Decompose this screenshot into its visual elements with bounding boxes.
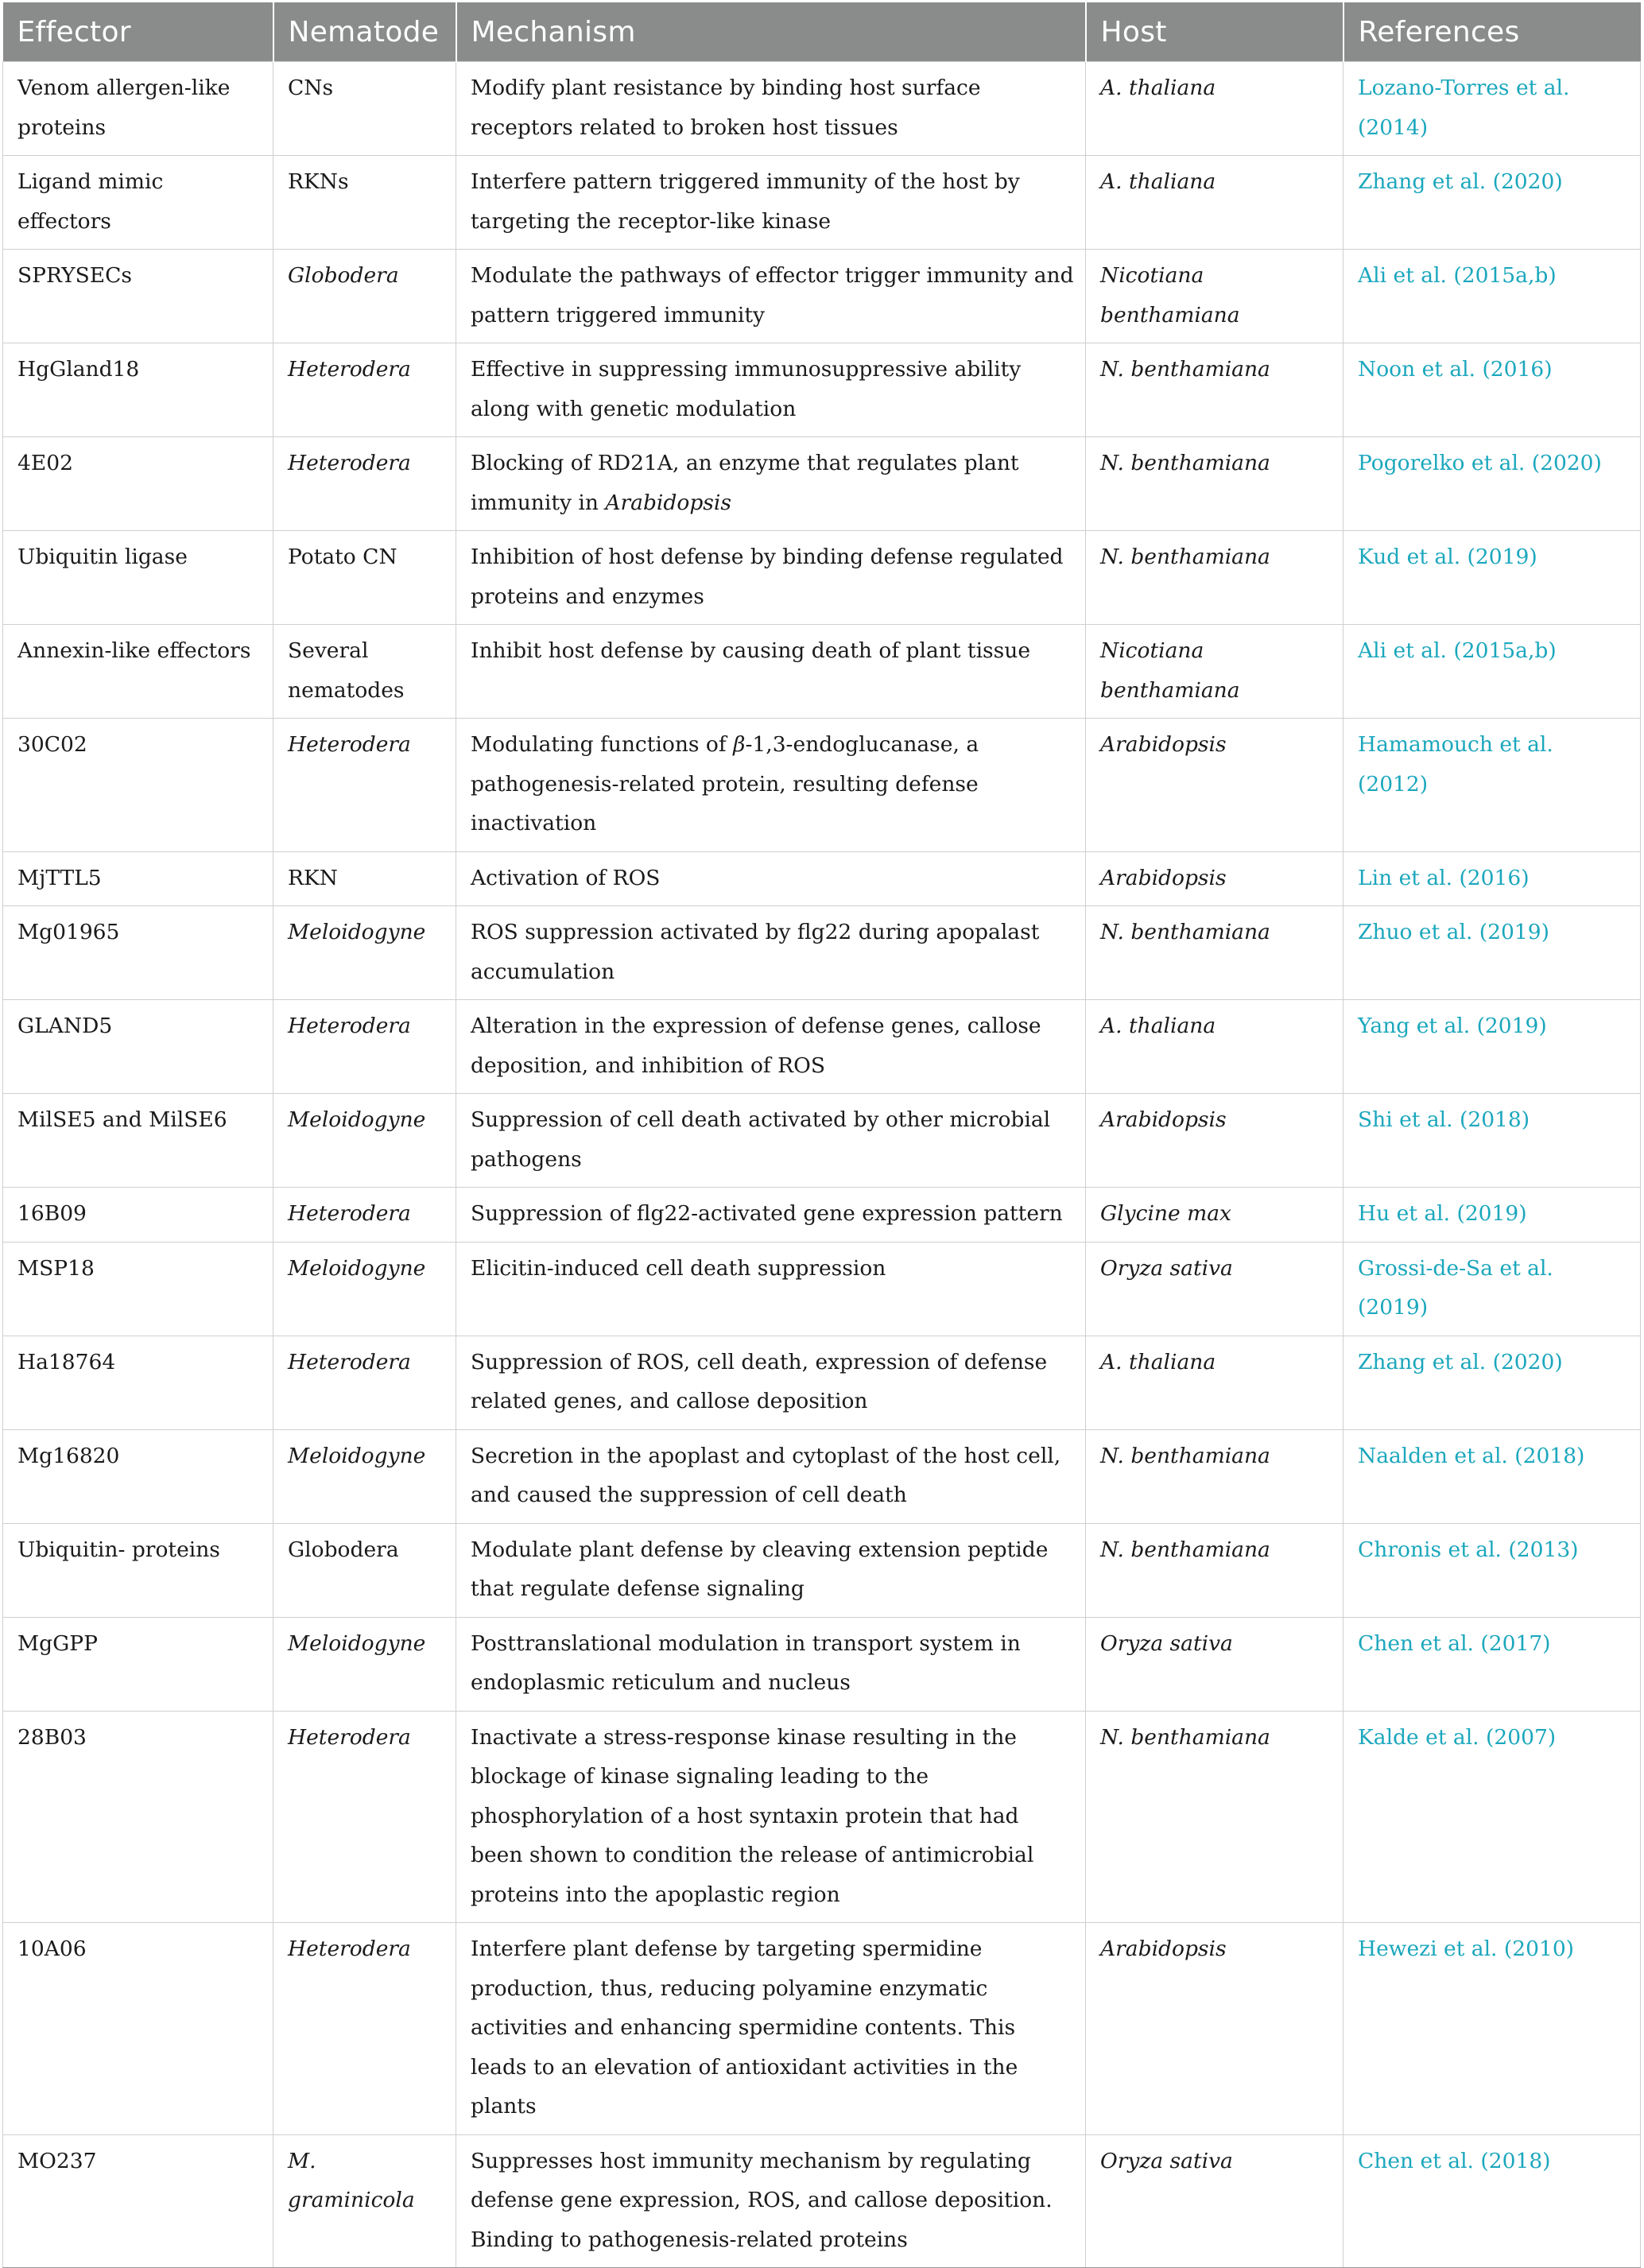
reference-link[interactable]: Pogorelko et al. (2020): [1344, 437, 1641, 531]
effector-cell: Ligand mimic effectors: [3, 156, 273, 250]
mechanism-text: Modify plant resistance by binding host surface receptors related to broken host tissues: [471, 76, 981, 140]
nematode-cell: Heterodera: [273, 1000, 456, 1094]
table-container: [2, 2, 1640, 2268]
nematode-cell: Heterodera: [273, 1188, 456, 1243]
host-cell: N. benthamiana: [1086, 343, 1344, 437]
table-row: [3, 719, 1641, 852]
mechanism-text: ROS suppression activated by flg22 during apopalast accumulation: [471, 920, 1040, 984]
nematode-cell: Meloidogyne: [273, 1617, 456, 1711]
host-cell: Nicotiana benthamiana: [1086, 625, 1344, 719]
reference-link[interactable]: Chen et al. (2017): [1344, 1617, 1641, 1711]
mechanism-text: Elicitin-induced cell death suppression: [471, 1255, 886, 1281]
host-cell: Arabidopsis: [1086, 719, 1344, 852]
nematode-cell: RKN: [273, 851, 456, 906]
reference-link[interactable]: Kalde et al. (2007): [1344, 1711, 1641, 1923]
mechanism-cell: [456, 156, 1086, 250]
table-row: [3, 1523, 1641, 1617]
nematode-cell: CNs: [273, 62, 456, 156]
effector-cell: MjTTL5: [3, 851, 273, 906]
reference-link[interactable]: Hewezi et al. (2010): [1344, 1923, 1641, 2135]
mechanism-text: Posttranslational modulation in transport system in endoplasmic reticulum and nucleus: [471, 1630, 1021, 1695]
reference-link[interactable]: Chronis et al. (2013): [1344, 1523, 1641, 1617]
mechanism-cell: [456, 1617, 1086, 1711]
host-cell: N. benthamiana: [1086, 1711, 1344, 1923]
effector-cell: HgGland18: [3, 343, 273, 437]
host-cell: Oryza sativa: [1086, 1242, 1344, 1336]
mechanism-text: Modulate plant defense by cleaving extension peptide that regulate defense signaling: [471, 1537, 1049, 1601]
table-row: [3, 2134, 1641, 2268]
mechanism-text: Modulating functions of: [471, 732, 734, 757]
header-mechanism: Mechanism: [456, 2, 1086, 62]
mechanism-cell: [456, 343, 1086, 437]
reference-link[interactable]: Noon et al. (2016): [1344, 343, 1641, 437]
mechanism-text: Interfere plant defense by targeting spermidine production, thus, reducing polyamine enzymatic activities and enhancing spermidine contents. This leads to an elevation of antioxidant activities in the plants: [471, 1937, 1018, 2119]
effector-cell: Ubiquitin- proteins: [3, 1523, 273, 1617]
table-row: [3, 1094, 1641, 1188]
host-cell: N. benthamiana: [1086, 1523, 1344, 1617]
host-cell: Arabidopsis: [1086, 1094, 1344, 1188]
reference-link[interactable]: Zhang et al. (2020): [1344, 156, 1641, 250]
reference-link[interactable]: Hamamouch et al. (2012): [1344, 719, 1641, 852]
reference-link[interactable]: Hu et al. (2019): [1344, 1188, 1641, 1243]
nematode-cell: Meloidogyne: [273, 1094, 456, 1188]
reference-link[interactable]: Chen et al. (2018): [1344, 2134, 1641, 2268]
nematode-cell: Globodera: [273, 250, 456, 343]
mechanism-text: Interfere pattern triggered immunity of the host by targeting the receptor-like kinase: [471, 169, 1020, 234]
nematode-cell: Heterodera: [273, 1923, 456, 2135]
effector-cell: 4E02: [3, 437, 273, 531]
nematode-cell: Meloidogyne: [273, 1429, 456, 1523]
mechanism-text: Arabidopsis: [605, 490, 731, 515]
host-cell: Arabidopsis: [1086, 851, 1344, 906]
mechanism-cell: [456, 1711, 1086, 1923]
mechanism-text: Secretion in the apoplast and cytoplast of the host cell, and caused the suppression of cell death: [471, 1443, 1061, 1507]
mechanism-cell: [456, 250, 1086, 343]
effector-cell: Annexin-like effectors: [3, 625, 273, 719]
mechanism-cell: [456, 437, 1086, 531]
mechanism-cell: [456, 2134, 1086, 2268]
nematode-cell: Heterodera: [273, 343, 456, 437]
table-row: [3, 1711, 1641, 1923]
host-cell: N. benthamiana: [1086, 906, 1344, 1000]
nematode-cell: Heterodera: [273, 437, 456, 531]
mechanism-text: Effective in suppressing immunosuppressive ability along with genetic modulation: [471, 357, 1022, 421]
reference-link[interactable]: Kud et al. (2019): [1344, 531, 1641, 625]
effector-cell: Mg01965: [3, 906, 273, 1000]
mechanism-text: Modulate the pathways of effector trigger immunity and pattern triggered immunity: [471, 263, 1074, 328]
mechanism-text: Inhibition of host defense by binding defense regulated proteins and enzymes: [471, 545, 1064, 609]
nematode-cell: M. graminicola: [273, 2134, 456, 2268]
effector-cell: 10A06: [3, 1923, 273, 2135]
header-nematode: Nematode: [273, 2, 456, 62]
mechanism-text: Suppression of ROS, cell death, expression of defense related genes, and callose deposition: [471, 1349, 1048, 1413]
reference-link[interactable]: Lin et al. (2016): [1344, 851, 1641, 906]
reference-link[interactable]: Naalden et al. (2018): [1344, 1429, 1641, 1523]
mechanism-cell: [456, 1000, 1086, 1094]
effector-cell: Venom allergen-like proteins: [3, 62, 273, 156]
table-row: [3, 1923, 1641, 2135]
reference-link[interactable]: Shi et al. (2018): [1344, 1094, 1641, 1188]
host-cell: Oryza sativa: [1086, 2134, 1344, 2268]
mechanism-text: Inhibit host defense by causing death of plant tissue: [471, 638, 1031, 663]
table-row: [3, 156, 1641, 250]
host-cell: A. thaliana: [1086, 62, 1344, 156]
header-row: [3, 2, 1641, 62]
table-row: [3, 1617, 1641, 1711]
mechanism-cell: [456, 1923, 1086, 2135]
reference-link[interactable]: Ali et al. (2015a,b): [1344, 625, 1641, 719]
effector-cell: Ubiquitin ligase: [3, 531, 273, 625]
host-cell: N. benthamiana: [1086, 437, 1344, 531]
table-row: [3, 437, 1641, 531]
nematode-cell: Meloidogyne: [273, 1242, 456, 1336]
effector-cell: MO237: [3, 2134, 273, 2268]
mechanism-cell: [456, 625, 1086, 719]
host-cell: N. benthamiana: [1086, 1429, 1344, 1523]
mechanism-text: Alteration in the expression of defense genes, callose deposition, and inhibition of ROS: [471, 1014, 1041, 1078]
effector-cell: MSP18: [3, 1242, 273, 1336]
mechanism-cell: [456, 531, 1086, 625]
nematode-cell: Potato CN: [273, 531, 456, 625]
host-cell: Glycine max: [1086, 1188, 1344, 1243]
nematode-cell: Globodera: [273, 1523, 456, 1617]
mechanism-cell: [456, 1094, 1086, 1188]
mechanism-cell: [456, 851, 1086, 906]
table-row: [3, 1000, 1641, 1094]
mechanism-cell: [456, 1523, 1086, 1617]
effector-cell: 16B09: [3, 1188, 273, 1243]
header-references: References: [1344, 2, 1641, 62]
effector-cell: GLAND5: [3, 1000, 273, 1094]
host-cell: A. thaliana: [1086, 1000, 1344, 1094]
table-row: [3, 343, 1641, 437]
mechanism-cell: [456, 1188, 1086, 1243]
nematode-cell: Heterodera: [273, 719, 456, 852]
host-cell: A. thaliana: [1086, 156, 1344, 250]
mechanism-text: β: [733, 732, 746, 757]
table-row: [3, 1336, 1641, 1429]
effector-cell: Mg16820: [3, 1429, 273, 1523]
table-row: [3, 1429, 1641, 1523]
table-body: [3, 62, 1641, 2268]
table-row: [3, 1242, 1641, 1336]
mechanism-cell: [456, 906, 1086, 1000]
table-row: [3, 906, 1641, 1000]
effector-cell: 30C02: [3, 719, 273, 852]
table-row: [3, 625, 1641, 719]
effector-cell: SPRYSECs: [3, 250, 273, 343]
nematode-cell: Heterodera: [273, 1336, 456, 1429]
host-cell: A. thaliana: [1086, 1336, 1344, 1429]
header-host: Host: [1086, 2, 1344, 62]
mechanism-text: Activation of ROS: [471, 865, 661, 890]
mechanism-cell: [456, 62, 1086, 156]
table-row: [3, 851, 1641, 906]
effector-cell: MilSE5 and MilSE6: [3, 1094, 273, 1188]
table-row: [3, 250, 1641, 343]
mechanism-text: Suppression of flg22-activated gene expression pattern: [471, 1201, 1063, 1226]
effector-cell: Ha18764: [3, 1336, 273, 1429]
mechanism-text: Blocking of RD21A, an enzyme that regulates plant immunity in: [471, 451, 1019, 515]
table-header: [3, 2, 1641, 62]
mechanism-cell: [456, 1242, 1086, 1336]
host-cell: Oryza sativa: [1086, 1617, 1344, 1711]
reference-link[interactable]: Ali et al. (2015a,b): [1344, 250, 1641, 343]
effector-table: [2, 2, 1641, 2268]
mechanism-cell: [456, 1336, 1086, 1429]
reference-link[interactable]: Zhang et al. (2020): [1344, 1336, 1641, 1429]
reference-link[interactable]: Yang et al. (2019): [1344, 1000, 1641, 1094]
nematode-cell: RKNs: [273, 156, 456, 250]
table-row: [3, 1188, 1641, 1243]
host-cell: Nicotiana benthamiana: [1086, 250, 1344, 343]
table-row: [3, 62, 1641, 156]
nematode-cell: Meloidogyne: [273, 906, 456, 1000]
reference-link[interactable]: Zhuo et al. (2019): [1344, 906, 1641, 1000]
effector-cell: MgGPP: [3, 1617, 273, 1711]
mechanism-cell: [456, 719, 1086, 852]
effector-cell: 28B03: [3, 1711, 273, 1923]
table-row: [3, 531, 1641, 625]
nematode-cell: Several nematodes: [273, 625, 456, 719]
reference-link[interactable]: Lozano-Torres et al. (2014): [1344, 62, 1641, 156]
host-cell: Arabidopsis: [1086, 1923, 1344, 2135]
mechanism-text: Suppresses host immunity mechanism by regulating defense gene expression, ROS, and callose deposition. Binding to pathogenesis-related proteins: [471, 2148, 1053, 2252]
reference-link[interactable]: Grossi-de-Sa et al. (2019): [1344, 1242, 1641, 1336]
mechanism-text: Suppression of cell death activated by other microbial pathogens: [471, 1107, 1051, 1172]
host-cell: N. benthamiana: [1086, 531, 1344, 625]
mechanism-text: -1,3-endoglucanase, a pathogenesis-related protein, resulting defense inactivation: [471, 732, 979, 835]
nematode-cell: Heterodera: [273, 1711, 456, 1923]
mechanism-cell: [456, 1429, 1086, 1523]
header-effector: Effector: [3, 2, 273, 62]
mechanism-text: Inactivate a stress-response kinase resulting in the blockage of kinase signaling leading to the phosphorylation of a host syntaxin protein that had been shown to condition the release of antimicrobial proteins into the apoplastic region: [471, 1724, 1034, 1907]
